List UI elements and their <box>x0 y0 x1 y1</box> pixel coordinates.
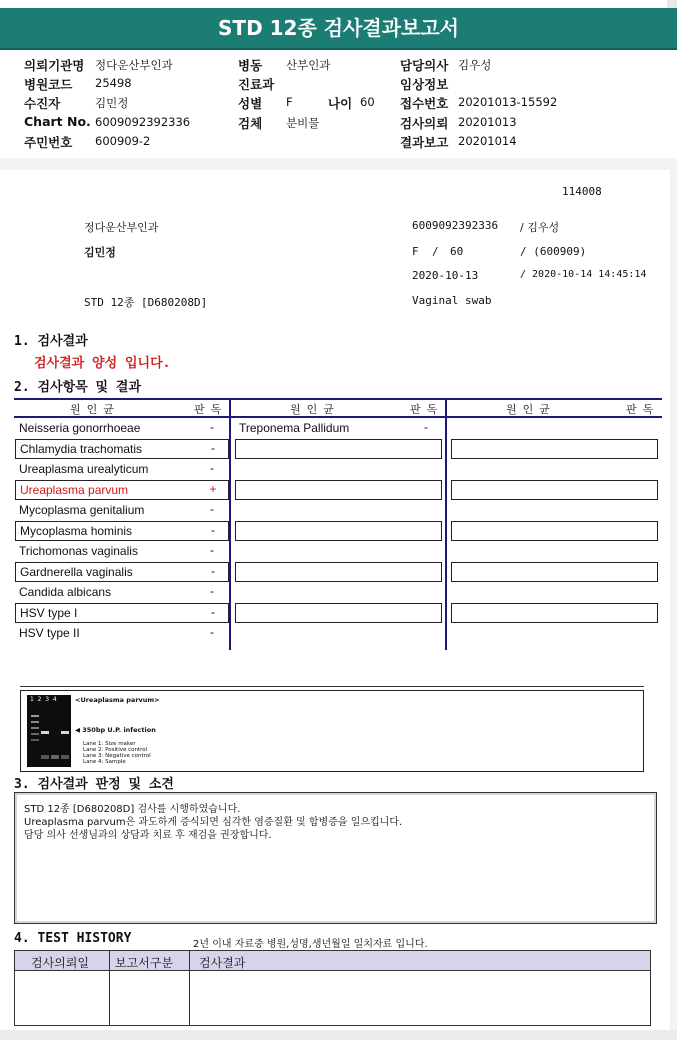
pathogen-name: Ureaplasma parvum <box>20 483 129 497</box>
table-row <box>15 419 229 439</box>
pathogen-result: - <box>424 420 428 434</box>
pathogen-name: HSV type I <box>20 606 78 620</box>
pathogen-result: - <box>210 502 214 516</box>
pathogen-result: - <box>211 605 215 619</box>
empty-row-box <box>235 439 442 459</box>
test-history-table <box>14 950 651 1026</box>
overall-result: 검사결과 양성 입니다. <box>34 356 171 371</box>
hospital-name: 정다운산부인과 <box>84 221 159 234</box>
gel-legend-item: Lane 3: Negative control <box>83 753 151 759</box>
section-2-title: 2. 검사항목 및 결과 <box>14 380 142 395</box>
field-label: 검사의뢰 <box>400 116 449 131</box>
history-column-result: 검사결과 <box>199 956 246 970</box>
bottom-edge <box>0 1030 677 1040</box>
history-column-divider <box>189 951 190 1025</box>
table-row <box>15 439 229 459</box>
pathogen-result: - <box>210 461 214 475</box>
field-value: 6009092392336 <box>95 115 191 129</box>
table-column-divider <box>229 398 231 650</box>
gel-legend-item: Lane 1: Size maker <box>83 741 136 747</box>
pathogen-name: Candida albicans <box>19 585 112 599</box>
date-reported: / 2020-10-14 14:45:14 <box>520 269 647 280</box>
empty-row-box <box>235 603 442 623</box>
gel-photo <box>27 695 71 767</box>
pathogen-name: Neisseria gonorrhoeae <box>19 421 141 435</box>
gel-bands-image <box>27 695 71 767</box>
empty-row-box <box>451 603 658 623</box>
patient-age: 60 <box>450 245 464 258</box>
field-label: 주민번호 <box>24 135 73 150</box>
field-value: 60 <box>360 95 375 109</box>
field-label: 나이 <box>328 96 353 111</box>
section-1-title: 1. 검사결과 <box>14 334 88 349</box>
gel-legend-item: Lane 4: Sample <box>83 759 126 765</box>
pathogen-result: - <box>210 584 214 598</box>
field-label: 결과보고 <box>400 135 449 150</box>
pathogen-result: - <box>211 441 215 455</box>
field-label: Chart No. <box>24 114 91 129</box>
empty-row-box <box>235 562 442 582</box>
gel-top-rule <box>20 686 644 687</box>
table-row <box>15 542 229 562</box>
field-label: 수진자 <box>24 96 61 111</box>
table-row <box>15 480 229 500</box>
table-row <box>235 419 449 439</box>
field-value: 산부인과 <box>286 58 331 72</box>
gel-image-panel <box>20 690 644 772</box>
field-label: 검체 <box>238 116 263 131</box>
field-label: 접수번호 <box>400 96 449 111</box>
patient-name: 김민정 <box>84 246 116 259</box>
pathogen-name: Gardnerella vaginalis <box>20 565 133 579</box>
column-header-result: 판독 <box>626 403 660 416</box>
field-value: 정다운산부인과 <box>95 58 173 72</box>
history-header-row <box>15 951 650 971</box>
field-value: 김민정 <box>95 96 129 110</box>
gel-title: <Ureaplasma parvum> <box>75 696 160 704</box>
report-title: STD 12종 검사결과보고서 <box>0 8 677 48</box>
field-value: 600909-2 <box>95 134 151 148</box>
empty-row-box <box>235 521 442 541</box>
field-value: 20201013 <box>458 115 517 129</box>
empty-row-box <box>235 480 442 500</box>
top-edge <box>667 0 677 8</box>
field-label: 병원코드 <box>24 77 73 92</box>
empty-row-box <box>451 439 658 459</box>
pathogen-name: Mycoplasma genitalium <box>19 503 145 517</box>
field-label: 담당의사 <box>400 58 449 73</box>
column-header-result: 판독 <box>410 403 444 416</box>
specimen-type: Vaginal swab <box>412 294 492 307</box>
pathogen-result: + <box>209 482 217 496</box>
table-row <box>15 624 229 644</box>
table-row <box>15 603 229 623</box>
doctor-name: / 김우성 <box>520 221 560 234</box>
header-separator <box>0 158 677 170</box>
field-value: 분비물 <box>286 116 320 130</box>
field-label: 의뢰기관명 <box>24 58 85 73</box>
pathogen-result: - <box>210 420 214 434</box>
pathogen-result: - <box>211 564 215 578</box>
report-header <box>0 50 677 158</box>
history-column-divider <box>109 951 110 1025</box>
section-4-title: 4. TEST HISTORY <box>14 931 132 946</box>
findings-box <box>14 792 657 924</box>
pathogen-name: Trichomonas vaginalis <box>19 544 138 558</box>
table-row <box>15 460 229 480</box>
findings-line: 담당 의사 선생님과의 상담과 치료 후 재검을 권장합니다. <box>24 830 272 841</box>
pathogen-result: - <box>210 543 214 557</box>
empty-row-box <box>451 521 658 541</box>
field-label: 임상정보 <box>400 77 449 92</box>
pathogen-name: HSV type II <box>19 626 80 640</box>
findings-line: Ureaplasma parvum은 과도하게 증식되면 심각한 염증질환 및 합병증을 일으킵니다. <box>24 817 403 828</box>
table-top-rule <box>14 398 662 400</box>
table-row <box>15 501 229 521</box>
gel-band-label: ◀ 350bp U.P. infection <box>75 726 156 734</box>
date-received: 2020-10-13 <box>412 269 479 282</box>
field-value: 김우성 <box>458 58 492 72</box>
history-note: 2년 이내 자료중 병원,성명,생년월일 일치자료 입니다. <box>193 939 428 950</box>
field-value: 25498 <box>95 76 132 90</box>
table-row <box>15 583 229 603</box>
test-name: STD 12종 [D680208D] <box>84 296 208 309</box>
empty-row-box <box>451 562 658 582</box>
pathogen-name: Chlamydia trachomatis <box>20 442 143 456</box>
chart-number: 6009092392336 <box>412 219 499 232</box>
pathogen-result: - <box>210 625 214 639</box>
pathogen-name: Mycoplasma hominis <box>20 524 133 538</box>
field-label: 진료과 <box>238 77 275 92</box>
column-header-result: 판독 <box>194 403 228 416</box>
pathogen-result: - <box>211 523 215 537</box>
column-header-pathogen: 원인균 <box>506 403 556 416</box>
table-row <box>15 562 229 582</box>
gel-lane-numbers: 1 2 3 4 <box>30 696 57 703</box>
field-value: 20201013-15592 <box>458 95 558 109</box>
patient-birth: / (600909) <box>520 245 587 258</box>
field-label: 성별 <box>238 96 263 111</box>
gel-legend-item: Lane 2: Positive control <box>83 747 148 753</box>
pathogen-name: Treponema Pallidum <box>239 421 350 435</box>
right-margin-strip <box>670 170 677 1040</box>
column-header-pathogen: 원인균 <box>290 403 340 416</box>
empty-row-box <box>451 480 658 500</box>
separator: / <box>432 245 439 258</box>
document-number: 114008 <box>562 185 602 198</box>
patient-sex: F <box>412 245 419 258</box>
column-header-pathogen: 원인균 <box>70 403 120 416</box>
history-column-date: 검사의뢰일 <box>31 956 89 970</box>
field-label: 병동 <box>238 58 263 73</box>
table-row <box>15 521 229 541</box>
section-3-title: 3. 검사결과 판정 및 소견 <box>14 777 174 792</box>
history-column-type: 보고서구분 <box>115 956 173 970</box>
field-value: 20201014 <box>458 134 517 148</box>
pathogen-name: Ureaplasma urealyticum <box>19 462 149 476</box>
findings-line: STD 12종 [D680208D] 검사를 시행하였습니다. <box>24 804 241 815</box>
field-value: F <box>286 95 293 109</box>
